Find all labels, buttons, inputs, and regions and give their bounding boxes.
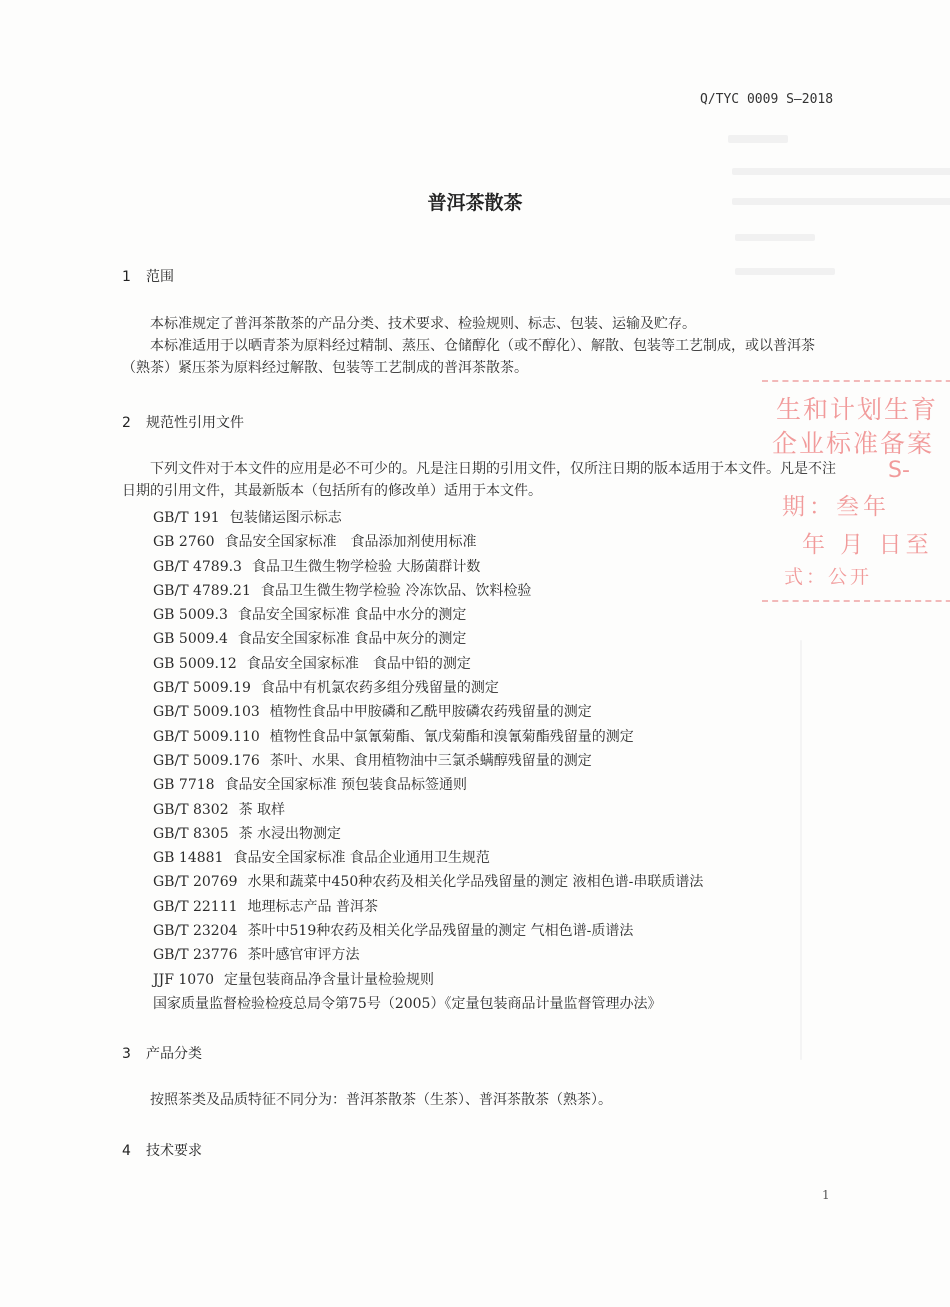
scope-paragraph-1: 本标准规定了普洱茶散茶的产品分类、技术要求、检验规则、标志、包装、运输及贮存。 [150,316,696,332]
reference-title: 食品安全国家标准 食品添加剂使用标准 [224,534,477,551]
stamp-line: 生和计划生育 [776,395,939,424]
reference-item [153,700,843,724]
stamp-line: 企业标准备案 [772,429,935,458]
section-title: 规范性引用文件 [146,415,244,431]
reference-title: 食品卫生微生物学检验 冷冻饮品、饮料检验 [260,582,532,599]
reference-code: GB/T 191 [153,510,220,526]
reference-code: GB 2760 [153,534,215,551]
section-number: 3 [122,1046,131,1062]
filing-stamp [762,380,950,602]
reference-code: GB 5009.12 [153,655,237,672]
reference-code: GB/T 4789.21 [153,582,251,599]
section-heading-references [122,412,244,432]
reference-title: 食品安全国家标准 食品中水分的测定 [237,607,467,624]
stamp-line: 期：叁年 [782,494,890,520]
reference-code: GB/T 4789.3 [153,558,242,575]
reference-item [153,992,843,1016]
section-heading-classification [122,1043,202,1063]
reference-item [153,870,843,894]
reference-code: GB/T 8302 [153,801,229,818]
reference-item [153,579,843,603]
reference-item [153,943,843,967]
reference-title: 食品安全国家标准 食品中铅的测定 [246,655,471,672]
reference-item [153,773,843,797]
reference-code: GB/T 5009.176 [153,752,260,769]
reference-item [153,627,843,651]
reference-item [153,895,843,919]
section-number: 4 [122,1143,131,1159]
reference-code: GB/T 23204 [153,923,238,940]
reference-code: GB 5009.4 [153,631,228,648]
reference-title: 茶 取样 [238,801,286,818]
reference-title: 茶叶、水果、食用植物油中三氯杀螨醇残留量的测定 [269,752,592,769]
reference-item [153,968,843,992]
reference-title: 食品中有机氯农药多组分残留量的测定 [260,680,499,697]
stamp-line: 式：公开 [784,566,873,588]
section-number: 1 [122,269,131,285]
reference-title: 茶叶感官审评方法 [247,947,360,964]
reference-item [153,846,843,870]
reference-code: GB 14881 [153,850,224,867]
reference-item [153,749,843,773]
reference-item [153,822,843,846]
page-number: 1 [822,1188,830,1202]
section-heading-scope [122,266,174,286]
reference-title: 植物性食品中氯氰菊酯、氰戊菊酯和溴氰菊酯残留量的测定 [269,728,634,745]
reference-title: 茶 水浸出物测定 [238,825,342,842]
section-title: 范围 [146,269,174,285]
reference-code: GB/T 5009.103 [153,704,260,721]
reference-item [153,676,843,700]
section-title: 产品分类 [146,1046,202,1062]
reference-item [153,725,843,749]
section-number: 2 [122,415,131,431]
reference-item [153,798,843,822]
reference-title: 食品安全国家标准 食品中灰分的测定 [237,631,467,648]
stamp-line: 年 月 日至 [802,532,933,558]
reference-title: 国家质量监督检验检疫总局令第75号（2005）《定量包装商品计量监督管理办法》 [153,995,662,1012]
reference-item [153,919,843,943]
classification-paragraph: 按照茶类及品质特征不同分为：普洱茶散茶（生茶）、普洱茶散茶（熟茶）。 [150,1092,612,1108]
references-intro: 下列文件对于本文件的应用是必不可少的。凡是注日期的引用文件，仅所注日期的版本适用于本文件。凡是不注日期的引用文件，其最新版本（包括所有的修改单）适用于本文件。 [122,461,836,499]
reference-item [153,530,843,554]
reference-code: GB/T 22111 [153,898,238,915]
bleed-through-mark [735,268,835,275]
reference-code: GB 5009.3 [153,607,228,624]
bleed-through-mark [735,234,815,241]
reference-item [153,506,843,530]
reference-title: 水果和蔬菜中450种农药及相关化学品残留量的测定 液相色谱-串联质谱法 [247,874,704,891]
scope-paragraph-2: 本标准适用于以晒青茶为原料经过精制、蒸压、仓储醇化（或不醇化）、解散、包装等工艺制成，或以普洱茶（熟茶）紧压茶为原料经过解散、包装等工艺制成的普洱茶散茶。 [122,338,815,376]
reference-code: GB/T 23776 [153,947,238,964]
reference-title: 茶叶中519种农药及相关化学品残留量的测定 气相色谱-质谱法 [247,923,634,940]
reference-item [153,555,843,579]
reference-title: 植物性食品中甲胺磷和乙酰甲胺磷农药残留量的测定 [269,704,592,721]
reference-item [153,603,843,627]
reference-title: 定量包装商品净含量计量检验规则 [224,971,435,988]
reference-list [153,506,843,1016]
stamp-line: S- [888,458,910,483]
document-number: Q/TYC 0009 S—2018 [700,92,834,107]
reference-item [153,652,843,676]
document-title: 普洱茶散茶 [427,192,523,214]
reference-code: GB/T 20769 [153,874,238,891]
reference-code: GB/T 5009.19 [153,680,251,697]
bleed-through-mark [732,168,950,175]
reference-title: 食品安全国家标准 食品企业通用卫生规范 [233,850,490,867]
reference-code: GB 7718 [153,777,215,794]
reference-code: GB/T 8305 [153,825,229,842]
section-heading-technical [122,1140,202,1160]
reference-code: GB/T 5009.110 [153,728,260,745]
reference-title: 包装储运图示标志 [229,510,342,526]
reference-title: 食品卫生微生物学检验 大肠菌群计数 [251,558,481,575]
section-title: 技术要求 [146,1143,202,1159]
bleed-through-mark [728,135,788,143]
reference-code: JJF 1070 [153,971,215,988]
reference-title: 食品安全国家标准 预包装食品标签通则 [224,777,468,794]
reference-title: 地理标志产品 普洱茶 [247,898,378,915]
